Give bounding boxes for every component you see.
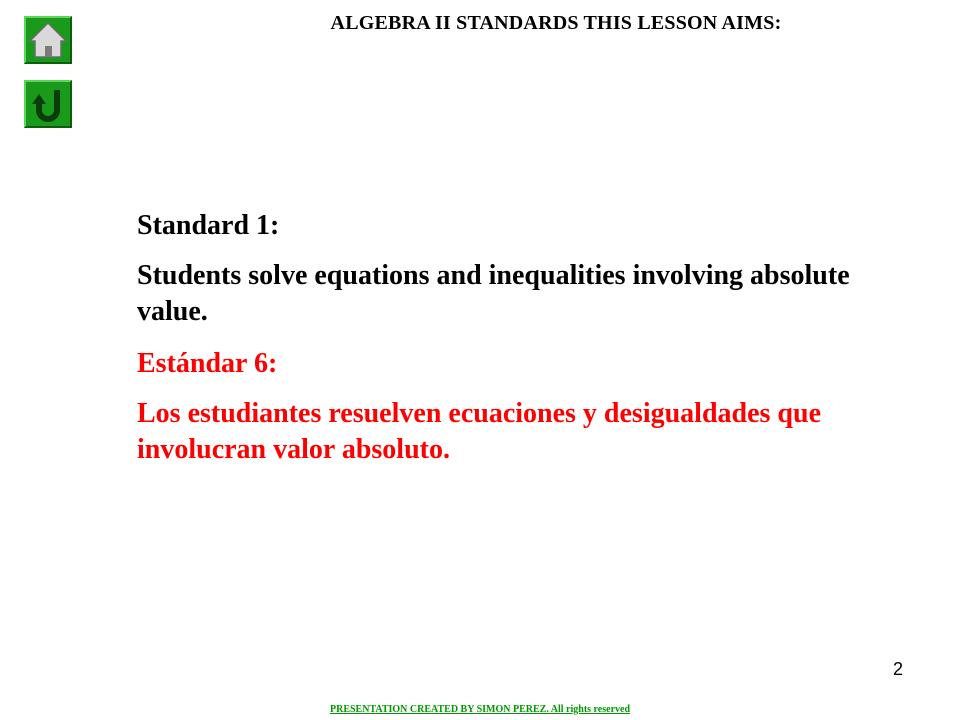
spanish-standard-heading: Estándar 6: — [137, 348, 278, 379]
slide-number: 2 — [892, 659, 903, 679]
english-standard-heading: Standard 1: — [137, 210, 280, 241]
back-arrow-icon — [26, 82, 70, 126]
spanish-standard-text: Los estudiantes resuelven ecuaciones y desigualdades que involucran valor absoluto. — [137, 398, 821, 465]
english-standard-text: Students solve equations and inequalities involving absolute value. — [137, 260, 850, 327]
standards-content — [137, 208, 897, 484]
back-button[interactable] — [24, 80, 72, 128]
footer-credit-link[interactable]: PRESENTATION CREATED BY SIMON PEREZ. All rights reserved — [329, 704, 631, 715]
page-title: ALGEBRA II STANDARDS THIS LESSON AIMS: — [330, 12, 782, 34]
